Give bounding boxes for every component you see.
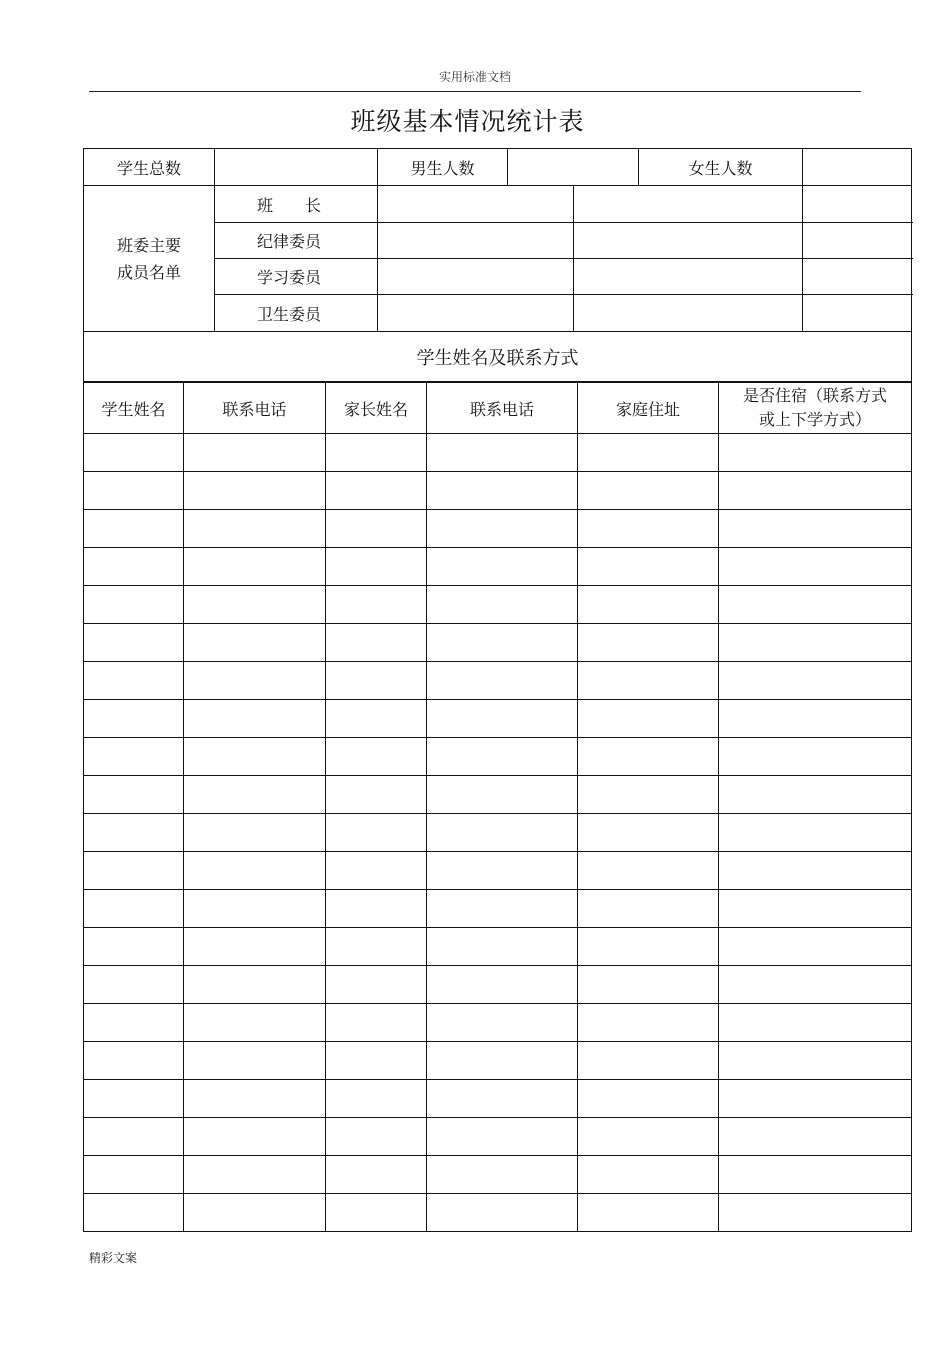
contacts-body: [84, 434, 912, 1232]
member-cell[interactable]: [378, 223, 574, 259]
table-cell[interactable]: [326, 776, 427, 814]
table-row: [84, 1156, 912, 1194]
col-boarding: [719, 383, 912, 434]
table-cell[interactable]: [719, 738, 912, 776]
table-cell[interactable]: [84, 548, 184, 586]
table-cell[interactable]: [719, 1156, 912, 1194]
table-cell[interactable]: [184, 662, 326, 700]
table-cell[interactable]: [427, 700, 578, 738]
table-cell[interactable]: [84, 624, 184, 662]
table-cell[interactable]: [184, 928, 326, 966]
table-cell[interactable]: [84, 890, 184, 928]
table-cell[interactable]: [578, 434, 719, 472]
member-cell[interactable]: [803, 223, 912, 259]
table-cell[interactable]: [427, 966, 578, 1004]
section-title-row: [84, 332, 912, 382]
table-cell[interactable]: [719, 700, 912, 738]
table-cell[interactable]: [719, 662, 912, 700]
table-cell[interactable]: [184, 1080, 326, 1118]
table-cell[interactable]: [84, 700, 184, 738]
total-students-value[interactable]: [215, 149, 378, 186]
table-cell[interactable]: [719, 1042, 912, 1080]
role-hygiene: 卫生委员: [215, 295, 378, 332]
female-count-label: 女生人数: [639, 149, 803, 186]
table-cell[interactable]: [578, 1156, 719, 1194]
table-cell[interactable]: [184, 434, 326, 472]
member-cell[interactable]: [378, 295, 574, 332]
page-header: 实用标准文档: [438, 70, 511, 84]
table-cell[interactable]: [427, 624, 578, 662]
table-cell[interactable]: [84, 776, 184, 814]
table-cell[interactable]: [719, 852, 912, 890]
table-cell[interactable]: [578, 928, 719, 966]
table-cell[interactable]: [578, 1194, 719, 1232]
page-footer: 精彩文案: [89, 1251, 138, 1265]
table-cell[interactable]: [578, 814, 719, 852]
table-cell[interactable]: [719, 434, 912, 472]
table-cell[interactable]: [184, 1118, 326, 1156]
table-cell[interactable]: [84, 1118, 184, 1156]
table-cell[interactable]: [84, 1080, 184, 1118]
table-cell[interactable]: [326, 928, 427, 966]
col-parent-name: 家长姓名: [326, 383, 427, 434]
table-cell[interactable]: [184, 700, 326, 738]
table-row: [84, 472, 912, 510]
member-cell[interactable]: [378, 259, 574, 295]
table-cell[interactable]: [84, 738, 184, 776]
table-cell[interactable]: [719, 1194, 912, 1232]
member-cell[interactable]: [803, 295, 912, 332]
table-cell[interactable]: [326, 814, 427, 852]
table-cell[interactable]: [184, 1194, 326, 1232]
table-row: [84, 890, 912, 928]
table-cell[interactable]: [84, 1156, 184, 1194]
table-cell[interactable]: [84, 1194, 184, 1232]
col-parent-phone: 联系电话: [427, 383, 578, 434]
table-row: [84, 510, 912, 548]
table-cell[interactable]: [578, 966, 719, 1004]
table-cell[interactable]: [326, 1004, 427, 1042]
table-cell[interactable]: [578, 472, 719, 510]
table-row: [84, 662, 912, 700]
table-row: [84, 548, 912, 586]
table-cell[interactable]: [719, 814, 912, 852]
member-cell[interactable]: [574, 295, 803, 332]
table-cell[interactable]: [427, 434, 578, 472]
table-cell[interactable]: [719, 510, 912, 548]
table-cell[interactable]: [578, 510, 719, 548]
total-students-label: 学生总数: [84, 149, 215, 186]
table-cell[interactable]: [326, 1118, 427, 1156]
table-cell[interactable]: [719, 890, 912, 928]
role-study: 学习委员: [215, 259, 378, 295]
col-boarding-line2: 或上下学方式）: [758, 410, 871, 429]
table-cell[interactable]: [184, 1004, 326, 1042]
table-row: [84, 738, 912, 776]
member-cell[interactable]: [574, 259, 803, 295]
table-cell[interactable]: [326, 434, 427, 472]
table-cell[interactable]: [326, 510, 427, 548]
table-cell[interactable]: [578, 586, 719, 624]
col-student-name: 学生姓名: [84, 383, 184, 434]
table-cell[interactable]: [84, 510, 184, 548]
table-cell[interactable]: [184, 814, 326, 852]
table-cell[interactable]: [84, 1004, 184, 1042]
table-cell[interactable]: [326, 852, 427, 890]
table-cell[interactable]: [427, 814, 578, 852]
member-cell[interactable]: [574, 186, 803, 223]
table-cell[interactable]: [719, 1118, 912, 1156]
table-row: [84, 624, 912, 662]
table-cell[interactable]: [427, 510, 578, 548]
table-cell[interactable]: [427, 1194, 578, 1232]
table-cell[interactable]: [326, 1194, 427, 1232]
table-cell[interactable]: [427, 776, 578, 814]
male-count-value[interactable]: [508, 149, 639, 186]
role-monitor: 班 长: [215, 186, 378, 223]
col-phone: 联系电话: [184, 383, 326, 434]
table-cell[interactable]: [84, 814, 184, 852]
table-cell[interactable]: [427, 852, 578, 890]
contacts-section-title: 学生姓名及联系方式: [84, 332, 912, 382]
table-cell[interactable]: [427, 1118, 578, 1156]
class-info-table: [83, 148, 912, 382]
table-cell[interactable]: [578, 662, 719, 700]
member-cell[interactable]: [803, 186, 912, 223]
table-cell[interactable]: [719, 1080, 912, 1118]
table-cell[interactable]: [184, 510, 326, 548]
table-cell[interactable]: [184, 624, 326, 662]
table-cell[interactable]: [84, 1042, 184, 1080]
page-title: 班级基本情况统计表: [350, 107, 585, 136]
table-cell[interactable]: [578, 890, 719, 928]
committee-label: [84, 186, 215, 332]
table-cell[interactable]: [326, 662, 427, 700]
table-cell[interactable]: [84, 852, 184, 890]
table-cell[interactable]: [184, 776, 326, 814]
table-cell[interactable]: [326, 738, 427, 776]
table-cell[interactable]: [184, 966, 326, 1004]
table-cell[interactable]: [84, 434, 184, 472]
committee-label-line1: 班委主要: [116, 235, 181, 255]
table-cell[interactable]: [427, 1156, 578, 1194]
table-row: [84, 434, 912, 472]
table-cell[interactable]: [84, 586, 184, 624]
role-discipline: 纪律委员: [215, 223, 378, 259]
table-cell[interactable]: [427, 890, 578, 928]
table-cell[interactable]: [326, 1080, 427, 1118]
table-cell[interactable]: [719, 776, 912, 814]
table-cell[interactable]: [326, 966, 427, 1004]
committee-row: [84, 186, 912, 223]
contacts-table: [83, 382, 912, 1232]
table-cell[interactable]: [84, 662, 184, 700]
member-cell[interactable]: [803, 259, 912, 295]
female-count-value[interactable]: [803, 149, 912, 186]
col-address: 家庭住址: [578, 383, 719, 434]
table-cell[interactable]: [326, 624, 427, 662]
table-row: [84, 1004, 912, 1042]
table-cell[interactable]: [578, 700, 719, 738]
table-row: [84, 1080, 912, 1118]
table-cell[interactable]: [578, 624, 719, 662]
table-cell[interactable]: [719, 548, 912, 586]
table-cell[interactable]: [578, 1042, 719, 1080]
table-row: [84, 852, 912, 890]
table-cell[interactable]: [427, 1080, 578, 1118]
contacts-header-row: [84, 383, 912, 434]
table-cell[interactable]: [578, 1004, 719, 1042]
table-row: [84, 1118, 912, 1156]
table-cell[interactable]: [578, 776, 719, 814]
male-count-label: 男生人数: [378, 149, 508, 186]
table-cell[interactable]: [84, 928, 184, 966]
committee-label-line2: 成员名单: [116, 262, 181, 282]
table-cell[interactable]: [184, 548, 326, 586]
table-cell[interactable]: [326, 1156, 427, 1194]
table-row: [84, 928, 912, 966]
table-cell[interactable]: [427, 548, 578, 586]
table-cell[interactable]: [427, 738, 578, 776]
table-cell[interactable]: [719, 928, 912, 966]
header-divider: [89, 91, 861, 92]
table-cell[interactable]: [184, 852, 326, 890]
table-row: [84, 814, 912, 852]
table-cell[interactable]: [719, 472, 912, 510]
table-cell[interactable]: [578, 1118, 719, 1156]
table-cell[interactable]: [427, 472, 578, 510]
table-row: [84, 966, 912, 1004]
table-cell[interactable]: [184, 472, 326, 510]
table-cell[interactable]: [184, 1042, 326, 1080]
table-cell[interactable]: [578, 852, 719, 890]
table-cell[interactable]: [326, 1042, 427, 1080]
table-cell[interactable]: [326, 586, 427, 624]
table-cell[interactable]: [184, 738, 326, 776]
table-cell[interactable]: [427, 1042, 578, 1080]
table-cell[interactable]: [578, 1080, 719, 1118]
table-cell[interactable]: [84, 966, 184, 1004]
table-cell[interactable]: [427, 1004, 578, 1042]
member-cell[interactable]: [574, 223, 803, 259]
table-row: [84, 1042, 912, 1080]
table-cell[interactable]: [719, 966, 912, 1004]
table-row: [84, 586, 912, 624]
table-cell[interactable]: [326, 548, 427, 586]
table-cell[interactable]: [427, 928, 578, 966]
table-cell[interactable]: [719, 1004, 912, 1042]
table-cell[interactable]: [326, 472, 427, 510]
col-boarding-line1: 是否住宿（联系方式: [742, 386, 887, 405]
member-cell[interactable]: [378, 186, 574, 223]
table-cell[interactable]: [427, 662, 578, 700]
table-cell[interactable]: [184, 890, 326, 928]
table-cell[interactable]: [326, 700, 427, 738]
table-row: [84, 700, 912, 738]
table-cell[interactable]: [326, 890, 427, 928]
table-row: [84, 1194, 912, 1232]
table-cell[interactable]: [719, 586, 912, 624]
table-row: [84, 776, 912, 814]
table-cell[interactable]: [184, 1156, 326, 1194]
table-cell[interactable]: [578, 548, 719, 586]
table-cell[interactable]: [184, 586, 326, 624]
table-cell[interactable]: [84, 472, 184, 510]
table-cell[interactable]: [719, 624, 912, 662]
table-cell[interactable]: [578, 738, 719, 776]
summary-row: [84, 149, 912, 186]
table-cell[interactable]: [427, 586, 578, 624]
